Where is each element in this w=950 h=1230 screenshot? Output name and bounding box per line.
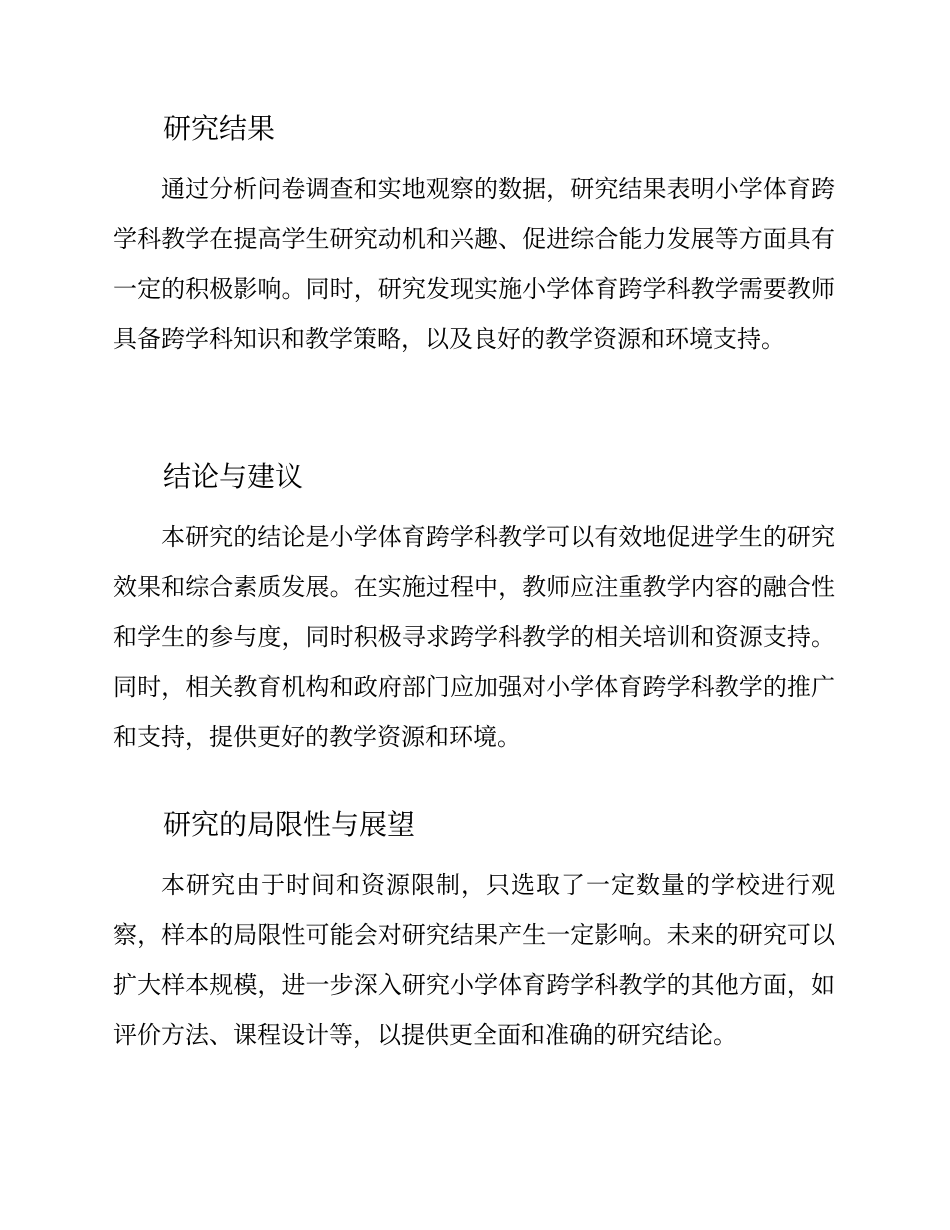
section-research-results [113, 112, 835, 364]
section-heading: 研究的局限性与展望 [163, 808, 416, 841]
section-paragraph: 本研究的结论是小学体育跨学科教学可以有效地促进学生的研究效果和综合素质发展。在实施过程中，教师应注重教学内容的融合性和学生的参与度，同时积极寻求跨学科教学的相关培训和资源支持。同时，相关教育机构和政府部门应加强对小学体育跨学科教学的推广和支持，提供更好的教学资源和环境。 [113, 523, 835, 751]
section-heading: 研究结果 [163, 112, 276, 145]
section-heading: 结论与建议 [163, 460, 304, 493]
section-limitations [113, 808, 835, 1060]
section-paragraph: 通过分析问卷调查和实地观察的数据，研究结果表明小学体育跨学科教学在提高学生研究动机和兴趣、促进综合能力发展等方面具有一定的积极影响。同时，研究发现实施小学体育跨学科教学需要教师具备跨学科知识和教学策略，以及良好的教学资源和环境支持。 [113, 175, 835, 353]
section-conclusions [113, 460, 835, 762]
section-paragraph: 本研究由于时间和资源限制，只选取了一定数量的学校进行观察，样本的局限性可能会对研究结果产生一定影响。未来的研究可以扩大样本规模，进一步深入研究小学体育跨学科教学的其他方面，如评价方法、课程设计等，以提供更全面和准确的研究结论。 [113, 871, 835, 1049]
